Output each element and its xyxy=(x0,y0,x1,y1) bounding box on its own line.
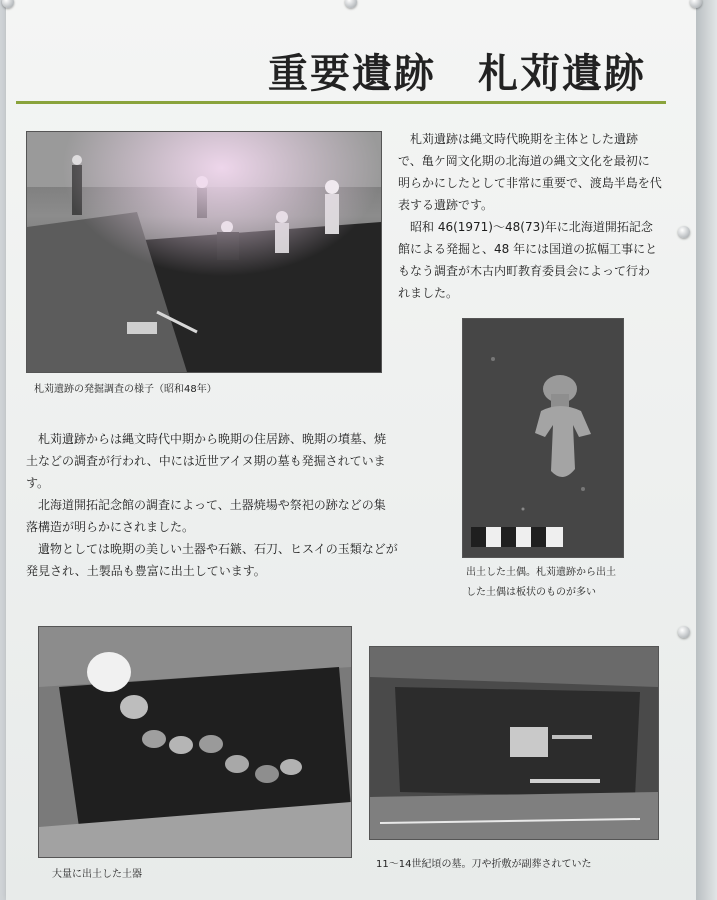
grave-photo xyxy=(369,646,659,840)
body-line: 発見され、土製品も豊富に出土しています。 xyxy=(26,564,266,578)
figurine-caption-line: 出土した土偶。札苅遺跡から出土 xyxy=(466,567,616,578)
body-line: 札苅遺跡からは縄文時代中期から晩期の住居跡、晩期の墳墓、焼 xyxy=(38,432,387,446)
body-line: す。 xyxy=(26,476,50,490)
intro-line: れました。 xyxy=(398,286,459,300)
excavation-photo xyxy=(26,131,382,373)
title-underline xyxy=(16,101,666,104)
pin-right-lower xyxy=(678,626,690,638)
intro-line: もなう調査が木古内町教育委員会によって行わ xyxy=(398,264,651,278)
body-line: 遺物としては晩期の美しい土器や石鏃、石刀、ヒスイの玉類などが xyxy=(38,542,398,556)
body-paragraph xyxy=(26,428,446,582)
intro-line: 昭和 46(1971)～48(73)年に北海道開拓記念 xyxy=(410,220,653,234)
page-title: 重要遺跡 札苅遺跡 xyxy=(268,50,646,97)
wall-edge xyxy=(696,0,717,900)
intro-line: で、亀ケ岡文化期の北海道の縄文文化を最初に xyxy=(398,154,650,168)
body-line: 落構造が明らかにされました。 xyxy=(26,520,195,534)
excavation-photo-caption: 札苅遺跡の発掘調査の様子（昭和48年） xyxy=(34,384,217,395)
body-line: 土などの調査が行われ、中には近世アイヌ期の墓も発掘されていま xyxy=(26,454,386,468)
figurine-photo-caption xyxy=(466,563,616,603)
intro-line: 札苅遺跡は縄文時代晩期を主体とした遺跡 xyxy=(410,132,639,146)
pin-right-upper xyxy=(678,226,690,238)
intro-line: 明らかにしたとして非常に重要で、渡島半島を代 xyxy=(398,176,662,190)
figurine-caption-line: した土偶は板状のものが多い xyxy=(466,587,596,598)
pottery-photo-caption: 大量に出土した土器 xyxy=(52,869,142,880)
body-line: 北海道開拓記念館の調査によって、土器焼場や祭祀の跡などの集 xyxy=(38,498,386,512)
figurine-photo xyxy=(462,318,624,558)
intro-line: 表する遺跡です。 xyxy=(398,198,494,212)
grave-photo-caption: 11～14世紀頃の墓。刀や折敷が副葬されていた xyxy=(376,859,592,870)
intro-line: 館による発掘と、48 年には国道の拡幅工事にと xyxy=(398,242,658,256)
pottery-photo xyxy=(38,626,352,858)
intro-paragraph xyxy=(398,128,678,304)
